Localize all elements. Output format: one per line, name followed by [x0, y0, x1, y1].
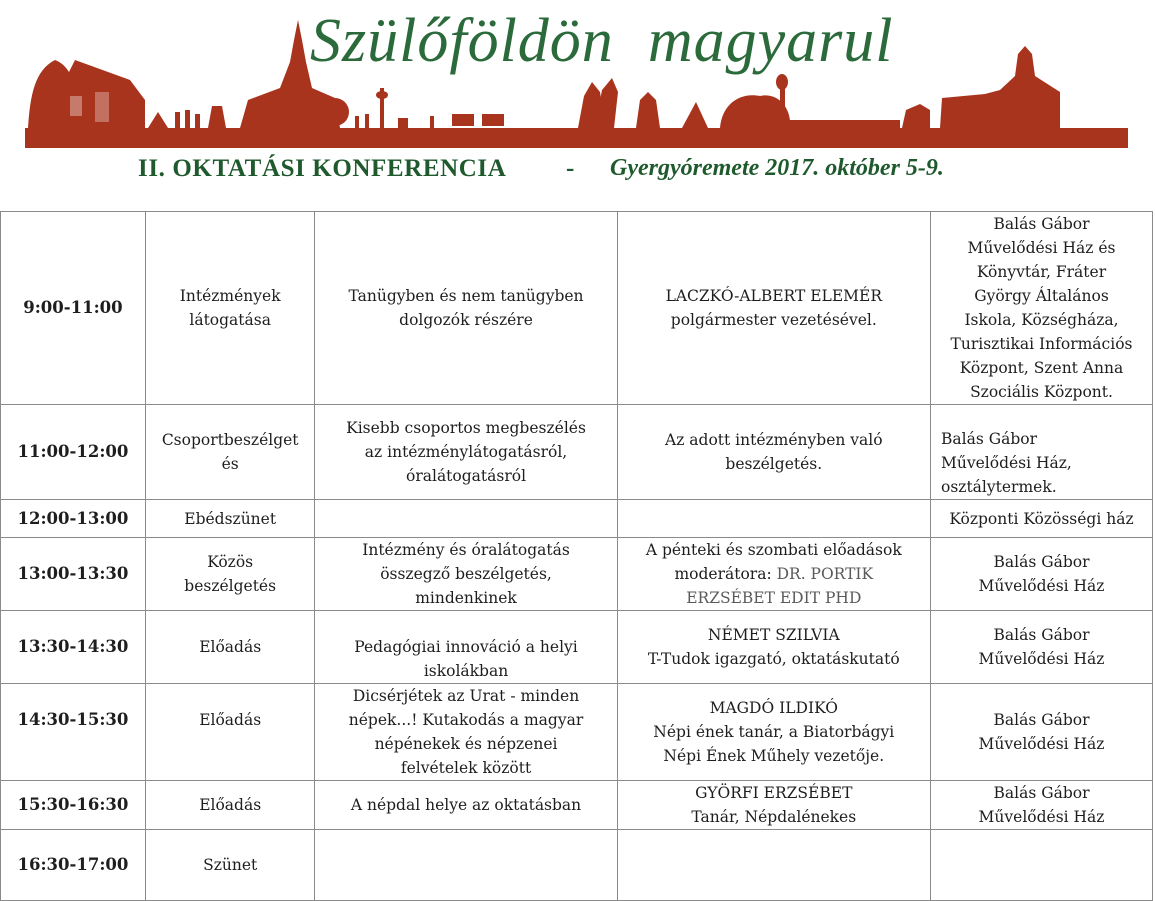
type-cell — [145, 611, 315, 684]
topic-line: Kisebb csoportos megbeszélés — [346, 419, 586, 437]
type-line: beszélgetés — [184, 577, 277, 595]
topic-cell — [315, 212, 617, 405]
type-line: és — [221, 455, 239, 473]
subtitle-dash: - — [566, 155, 575, 182]
place-cell — [931, 212, 1153, 405]
person-line: Népi Ének Műhely vezetője. — [663, 747, 885, 765]
topic-line: Dicsérjétek az Urat - minden — [352, 687, 580, 705]
place-cell — [931, 405, 1153, 500]
schedule-body — [1, 212, 1153, 901]
table-row — [1, 212, 1153, 405]
type-line: Intézmények — [179, 287, 281, 305]
person-cell — [617, 500, 930, 538]
schedule-table — [0, 211, 1153, 901]
place-line: Iskola, Községháza, — [964, 311, 1119, 329]
time-cell: 12:00-13:00 — [1, 500, 146, 538]
moderator-name-cont: ERZSÉBET EDIT PHD — [686, 589, 862, 607]
place-line: Balás Gábor — [993, 784, 1090, 802]
place-line: Művelődési Ház — [978, 577, 1105, 595]
time-cell: 9:00-11:00 — [1, 212, 146, 405]
banner-title-word-2: magyarul — [647, 7, 894, 75]
right-church-icon — [940, 46, 1060, 128]
table-row — [1, 781, 1153, 830]
place-line: Balás Gábor — [993, 626, 1090, 644]
topic-cell — [315, 684, 617, 781]
time-cell: 13:00-13:30 — [1, 538, 146, 611]
person-line: Az adott intézményben való — [665, 431, 883, 449]
place-cell — [931, 611, 1153, 684]
person-line: LACZKÓ-ALBERT ELEMÉR — [665, 287, 882, 305]
topic-cell — [315, 611, 617, 684]
person-cell — [617, 611, 930, 684]
type-cell — [145, 684, 315, 781]
moderator-name: DR. PORTIK — [776, 565, 874, 583]
person-cell — [617, 538, 930, 611]
person-line: GYÖRFI ERZSÉBET — [695, 784, 853, 802]
person-cell — [617, 405, 930, 500]
person-line: Népi ének tanár, a Biatorbágyi — [653, 723, 895, 741]
place-line: Balás Gábor — [941, 430, 1037, 448]
moderator-label: moderátora: — [674, 565, 777, 583]
table-row — [1, 830, 1153, 901]
person-cell — [617, 684, 930, 781]
type-line: Előadás — [199, 711, 262, 729]
topic-line: összegző beszélgetés, — [380, 565, 552, 583]
person-line: polgármester vezetésével. — [670, 311, 877, 329]
topic-cell — [315, 830, 617, 901]
type-line: Szünet — [203, 856, 258, 874]
topic-line: dolgozók részére — [399, 311, 533, 329]
type-cell — [145, 830, 315, 901]
type-line: Ebédszünet — [184, 509, 277, 528]
topic-cell — [315, 538, 617, 611]
topic-line: népek...! Kutakodás a magyar — [348, 711, 584, 729]
bush-icon — [720, 95, 790, 128]
table-row — [1, 405, 1153, 500]
conference-place-date: Gyergyóremete 2017. október 5-9. — [610, 155, 944, 181]
place-line: Turisztikai Információs — [950, 335, 1133, 353]
person-line: Tanár, Népdalénekes — [691, 808, 857, 826]
horse-rider-icon — [902, 104, 930, 128]
person-cell — [617, 781, 930, 830]
topic-line: A népdal helye az oktatásban — [350, 796, 582, 814]
place-line: Művelődési Ház — [978, 808, 1105, 826]
type-cell — [145, 500, 315, 538]
place-line: Művelődési Ház — [978, 735, 1105, 753]
place-line: osztálytermek. — [941, 478, 1057, 496]
person-line: NÉMET SZILVIA — [707, 626, 840, 644]
topic-cell — [315, 781, 617, 830]
topic-line: az intézménylátogatásról, — [364, 443, 568, 461]
table-row — [1, 611, 1153, 684]
table-row — [1, 538, 1153, 611]
time-cell: 13:30-14:30 — [1, 611, 146, 684]
type-line: Közös — [207, 553, 254, 571]
place-cell — [931, 500, 1153, 538]
topic-cell — [315, 405, 617, 500]
person-line: beszélgetés. — [725, 455, 823, 473]
place-cell — [931, 781, 1153, 830]
type-line: Előadás — [199, 638, 262, 656]
place-line: Könyvtár, Fráter — [976, 263, 1107, 281]
type-line: látogatása — [189, 311, 271, 329]
type-cell — [145, 781, 315, 830]
place-line: Balás Gábor — [993, 215, 1090, 233]
place-line: Szociális Központ. — [970, 383, 1113, 401]
person-line: A pénteki és szombati előadások — [645, 541, 902, 559]
topic-line: mindenkinek — [415, 589, 517, 607]
place-line: Balás Gábor — [993, 553, 1090, 571]
ground-strip — [25, 128, 1128, 148]
time-cell: 11:00-12:00 — [1, 405, 146, 500]
table-row — [1, 500, 1153, 538]
time-cell: 15:30-16:30 — [1, 781, 146, 830]
conference-name: II. OKTATÁSI KONFERENCIA — [138, 155, 507, 182]
person-line — [621, 562, 927, 586]
banner-title-word-1: Szülőföldön — [310, 7, 614, 75]
type-line: Előadás — [199, 796, 262, 814]
type-line: Csoportbeszélget — [161, 431, 299, 449]
person-cell — [617, 212, 930, 405]
place-line: Művelődési Ház és — [967, 239, 1116, 257]
topic-line: Tanügyben és nem tanügyben — [348, 287, 584, 305]
type-cell — [145, 405, 315, 500]
rider-icon — [208, 106, 226, 128]
banner-title — [310, 6, 893, 77]
conference-banner — [0, 0, 1155, 200]
place-line: Központ, Szent Anna — [959, 359, 1124, 377]
topic-line: felvételek között — [400, 759, 532, 777]
place-line: Központi Közösségi ház — [949, 509, 1134, 528]
place-cell — [931, 538, 1153, 611]
person-line: T-Tudok igazgató, oktatáskutató — [647, 650, 900, 668]
person-cell — [617, 830, 930, 901]
type-cell — [145, 212, 315, 405]
person-line: MAGDÓ ILDIKÓ — [709, 699, 838, 717]
topic-line: iskolákban — [423, 662, 509, 680]
place-cell — [931, 684, 1153, 781]
cart-icon — [452, 114, 474, 126]
type-cell — [145, 538, 315, 611]
topic-line: népénekek és népzenei — [374, 735, 558, 753]
topic-line: Intézmény és óralátogatás — [362, 541, 570, 559]
place-line: Művelődési Ház — [978, 650, 1105, 668]
place-cell — [931, 830, 1153, 901]
time-cell: 16:30-17:00 — [1, 830, 146, 901]
topic-cell — [315, 500, 617, 538]
time-cell: 14:30-15:30 — [1, 684, 146, 781]
table-row — [1, 684, 1153, 781]
topic-line: óralátogatásról — [406, 467, 527, 485]
place-line: Balás Gábor — [993, 711, 1090, 729]
place-line: György Általános — [974, 287, 1109, 305]
place-line: Művelődési Ház, — [941, 454, 1072, 472]
topic-line: Pedagógiai innováció a helyi — [354, 638, 578, 656]
